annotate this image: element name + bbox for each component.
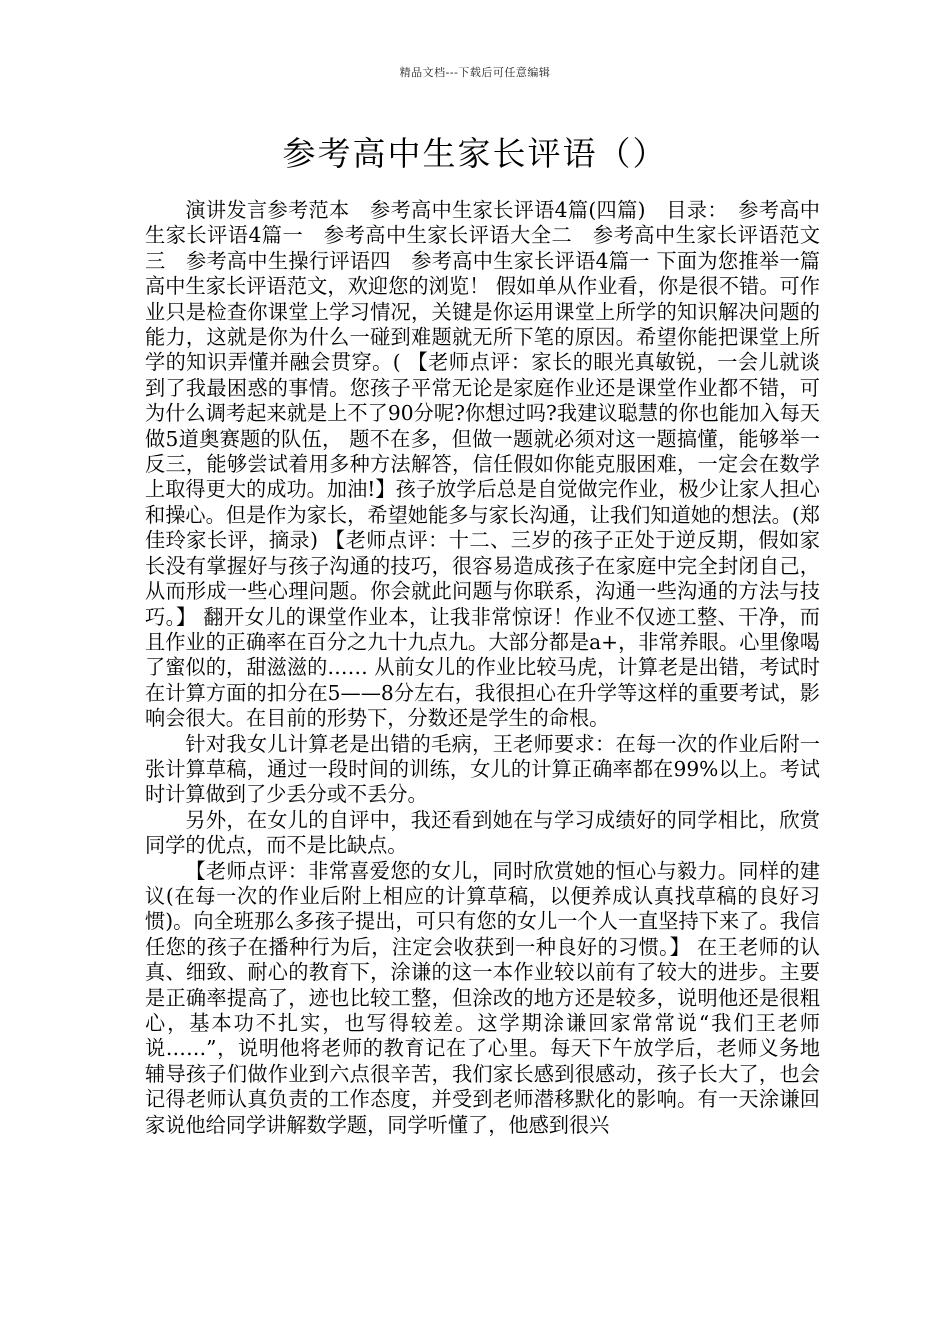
- body-paragraph-2: 针对我女儿计算老是出错的毛病，王老师要求：在每一次的作业后附一张计算草稿，通过一段时间的训练，女儿的计算正确率都在99%以上。考试时计算做到了少丢分或不丢分。: [145, 731, 820, 807]
- document-body: [145, 198, 820, 1138]
- body-paragraph-3: 另外，在女儿的自评中，我还看到她在与学习成绩好的同学相比，欣赏同学的优点，而不是比缺点。: [145, 807, 820, 858]
- body-paragraph-4: 【老师点评：非常喜爱您的女儿，同时欣赏她的恒心与毅力。同样的建议(在每一次的作业后附上相应的计算草稿，以便养成认真找草稿的良好习惯)。向全班那么多孩子提出，可只有您的女儿一个人一直坚持下来了。我信任您的孩子在播种行为后，注定会收获到一种良好的习惯。】 在王老师的认真、细致、耐心的教育下，涂谦的这一本作业较以前有了较大的进步。主要是正确率提高了，迹也比较工整，但涂改的地方还是较多，说明他还是很粗心，基本功不扎实，也写得较差。这学期涂谦回家常常说“我们王老师说……”，说明他将老师的教育记在了心里。每天下午放学后，老师义务地辅导孩子们做作业到六点很辛苦，我们家长感到很感动，孩子长大了，也会记得老师认真负责的工作态度，并受到老师潜移默化的影响。有一天涂谦回家说他给同学讲解数学题，同学听懂了，他感到很兴: [145, 858, 820, 1137]
- page-header: 精品文档---下载后可任意编辑: [399, 66, 551, 79]
- body-paragraph-1: 演讲发言参考范本 参考高中生家长评语4篇(四篇) 目录： 参考高中生家长评语4篇一 参考高中生家长评语大全二 参考高中生家长评语范文三 参考高中生操行评语四 参考高中生家长评语4篇一 下面为您推举一篇高中生家长评语范文，欢迎您的浏览！ 假如单从作业看，你是很不错。可作业只是检查你课堂上学习情况，关键是你运用课堂上所学的知识解决问题的能力，这就是你为什么一碰到难题就无所下笔的原因。希望你能把课堂上所学的知识弄懂并融会贯穿。( 【老师点评：家长的眼光真敏锐，一会儿就谈到了我最困惑的事情。您孩子平常无论是家庭作业还是课堂作业都不错，可为什么调考起来就是上不了90分呢?你想过吗?我建议聪慧的你也能加入每天做5道奥赛题的队伍， 题不在多，但做一题就必须对这一题搞懂，能够举一反三，能够尝试着用多种方法解答，信任假如你能克服困难，一定会在数学上取得更大的成功。加油!】孩子放学后总是自觉做完作业，极少让家人担心和操心。但是作为家长，希望她能多与家长沟通，让我们知道她的想法。(郑佳玲家长评，摘录) 【老师点评：十二、三岁的孩子正处于逆反期，假如家长没有掌握好与孩子沟通的技巧，很容易造成孩子在家庭中完全封闭自己，从而形成一些心理问题。你会就此问题与你联系，沟通一些沟通的方法与技巧。】 翻开女儿的课堂作业本，让我非常惊讶！作业不仅迹工整、干净，而且作业的正确率在百分之九十九点九。大部分都是a+，非常养眼。心里像喝了蜜似的，甜滋滋的…… 从前女儿的作业比较马虎，计算老是出错，考试时在计算方面的扣分在5——8分左右，我很担心在升学等这样的重要考试，影响会很大。在目前的形势下，分数还是学生的命根。: [145, 198, 820, 731]
- document-title: 参考高中生家长评语（）: [282, 134, 668, 173]
